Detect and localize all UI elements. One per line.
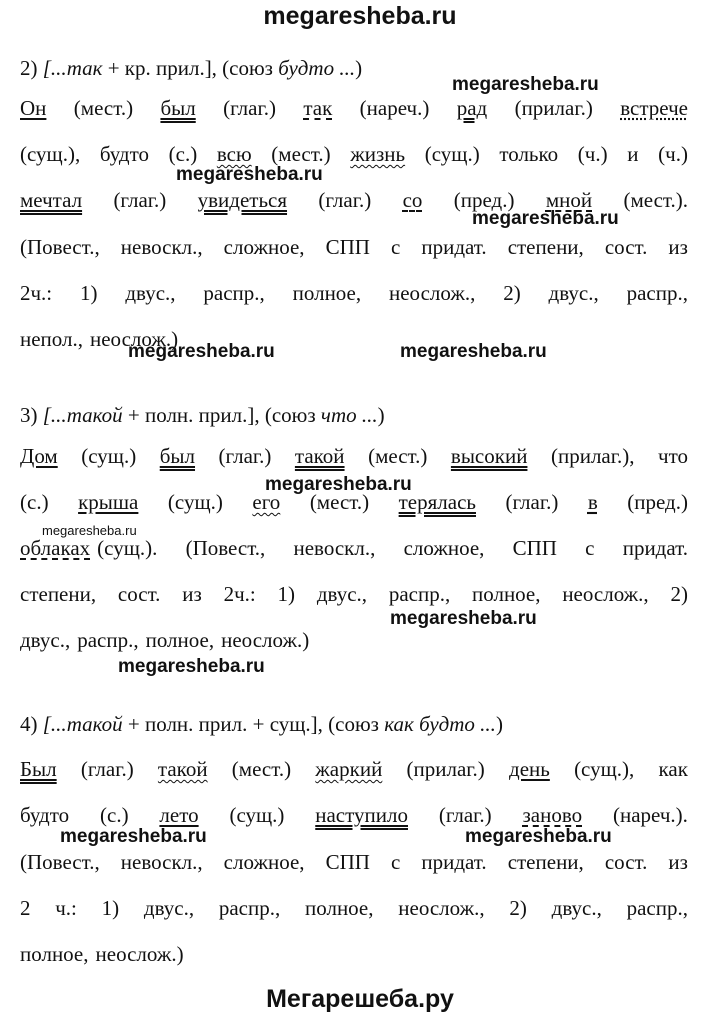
pos-label: (глаг.) xyxy=(113,188,167,212)
word: придат. xyxy=(622,536,688,560)
word: 2 xyxy=(20,896,31,920)
text xyxy=(97,536,688,561)
pos-label: (ч.) xyxy=(658,142,688,166)
word: с xyxy=(585,536,595,560)
word: лето xyxy=(159,803,199,827)
section-number: 3) xyxy=(20,403,38,427)
pos-label: (сущ.) xyxy=(81,444,137,468)
watermark: megaresheba.ru xyxy=(118,656,265,677)
word: всю xyxy=(216,142,252,166)
pos-label: (глаг.) xyxy=(218,444,272,468)
word: сост. xyxy=(117,582,161,606)
watermark: megaresheba.ru xyxy=(465,826,612,847)
pos-label: (с.) xyxy=(20,490,49,514)
section-2-heading xyxy=(20,56,362,81)
pattern-end: ) xyxy=(495,712,503,736)
word: Был xyxy=(20,757,57,781)
pos-label: (сущ.) xyxy=(229,803,285,827)
pattern-start: [... xyxy=(42,712,67,736)
word: невоскл., xyxy=(120,850,203,874)
word: полное, xyxy=(292,281,362,305)
s2-line-2 xyxy=(20,142,688,167)
word: СПП xyxy=(325,850,370,874)
word: сост. xyxy=(604,235,648,259)
word: увидеться xyxy=(197,188,288,212)
word: СПП xyxy=(512,536,557,560)
pos-label: (прилаг.), xyxy=(550,444,635,468)
pos-label: (с.) xyxy=(100,803,129,827)
word: рад xyxy=(456,96,488,120)
word: такой xyxy=(294,444,345,468)
pattern-text: + полн. прил.], (союз xyxy=(127,403,316,427)
word: распр., xyxy=(626,281,688,305)
word: наступило xyxy=(315,803,408,827)
s2-line-4 xyxy=(20,235,688,260)
s4-line-3 xyxy=(20,850,688,875)
word: непол., xyxy=(20,327,83,351)
watermark: megaresheba.ru xyxy=(472,208,619,229)
pos-label: (с.) xyxy=(168,142,198,166)
word: жизнь xyxy=(350,142,406,166)
word: в xyxy=(587,490,598,514)
word: двус., xyxy=(125,281,176,305)
s4-line-5 xyxy=(20,942,688,967)
site-header[interactable]: megaresheba.ru xyxy=(263,2,457,30)
pos-label: (прилаг.) xyxy=(514,96,593,120)
word: только xyxy=(499,142,559,166)
pos-label: (мест.) xyxy=(309,490,370,514)
word: сложное, xyxy=(403,536,485,560)
word: полное, xyxy=(20,942,89,966)
word: 2ч.: xyxy=(20,281,53,305)
pattern-conjunction: как будто ... xyxy=(384,712,496,736)
word: облаках xyxy=(20,536,91,560)
pos-label: (сущ.) xyxy=(424,142,480,166)
word: заново xyxy=(522,803,583,827)
pattern-conjunction: что ... xyxy=(320,403,378,427)
pos-label: (прилаг.) xyxy=(406,757,485,781)
s3-line-3 xyxy=(20,536,688,561)
section-number: 2) xyxy=(20,56,38,80)
word: сост. xyxy=(604,850,648,874)
word: распр., xyxy=(203,281,265,305)
word: полное, xyxy=(145,628,215,652)
word: такой xyxy=(157,757,208,781)
section-3-heading xyxy=(20,403,385,428)
word: из xyxy=(668,850,688,874)
word: ч.: xyxy=(55,896,77,920)
watermark: megaresheba.ru xyxy=(400,341,547,362)
pattern-end: ) xyxy=(355,56,363,80)
s4-line-1 xyxy=(20,757,688,782)
word: (сущ.). xyxy=(97,536,158,560)
word: распр., xyxy=(218,896,281,920)
pos-label: (нареч.) xyxy=(359,96,430,120)
site-footer[interactable]: Мегарешеба.ру xyxy=(266,985,454,1013)
word: будто xyxy=(20,803,70,827)
word: 2) xyxy=(503,281,521,305)
pattern-text: + кр. прил.], (союз xyxy=(107,56,273,80)
watermark: megaresheba.ru xyxy=(60,826,207,847)
watermark: megaresheba.ru xyxy=(176,164,323,185)
word: 1) xyxy=(101,896,120,920)
word: (Повест., xyxy=(185,536,266,560)
word: распр., xyxy=(626,896,688,920)
pattern-conjunction: будто ... xyxy=(278,56,356,80)
s4-line-4 xyxy=(20,896,688,921)
word: степени, xyxy=(507,850,584,874)
watermark: megaresheba.ru xyxy=(265,474,412,495)
word: двус., xyxy=(143,896,195,920)
pos-label: (мест.). xyxy=(623,188,688,212)
pos-label: (ч.) xyxy=(577,142,608,166)
pos-label: (мест.) xyxy=(271,142,331,166)
word: неослож.) xyxy=(90,327,179,351)
watermark: megaresheba.ru xyxy=(42,523,137,538)
word: полное, xyxy=(305,896,374,920)
pos-label: (глаг.) xyxy=(505,490,559,514)
pos-label: (мест.) xyxy=(73,96,134,120)
section-number: 4) xyxy=(20,712,38,736)
word: встрече xyxy=(620,96,688,120)
word: распр., xyxy=(388,582,451,606)
word: был xyxy=(160,96,196,120)
watermark: megaresheba.ru xyxy=(452,74,599,95)
word: день xyxy=(509,757,550,781)
word: жаркий xyxy=(315,757,383,781)
word: 2ч.: xyxy=(223,582,256,606)
word: со xyxy=(402,188,423,212)
pos-label: (глаг.) xyxy=(318,188,372,212)
word: Он xyxy=(20,96,47,120)
word: терялась xyxy=(398,490,476,514)
pos-label: (глаг.) xyxy=(223,96,276,120)
word: распр., xyxy=(77,628,139,652)
word: придат. xyxy=(421,235,487,259)
s2-line-5 xyxy=(20,281,688,306)
pattern-text: + полн. прил. + сущ.], (союз xyxy=(127,712,379,736)
word: придат. xyxy=(421,850,487,874)
pos-label: (глаг.) xyxy=(80,757,134,781)
s2-line-6 xyxy=(20,327,688,352)
word: из xyxy=(182,582,202,606)
watermark: megaresheba.ru xyxy=(128,341,275,362)
word: двус., xyxy=(548,281,599,305)
word: 1) xyxy=(277,582,296,606)
word: неослож., xyxy=(388,281,476,305)
word: крыша xyxy=(78,490,139,514)
pos-label: (сущ.), xyxy=(574,757,635,781)
word: мечтал xyxy=(20,188,83,212)
pos-label: (сущ.), xyxy=(20,142,81,166)
word: полное, xyxy=(472,582,541,606)
word: (Повест., xyxy=(20,235,100,259)
word: СПП xyxy=(325,235,370,259)
word: неослож.) xyxy=(95,942,184,966)
pos-label: (мест.) xyxy=(368,444,428,468)
word: 2) xyxy=(670,582,688,606)
word: 1) xyxy=(80,281,98,305)
s3-line-1 xyxy=(20,444,688,469)
word: двус., xyxy=(20,628,71,652)
word: невоскл., xyxy=(120,235,203,259)
s2-line-1 xyxy=(20,96,688,121)
section-4-heading xyxy=(20,712,503,737)
pos-label: (пред.) xyxy=(453,188,515,212)
pattern-word: так xyxy=(66,56,103,80)
pos-label: (нареч.). xyxy=(613,803,688,827)
word: двус., xyxy=(316,582,368,606)
word: что xyxy=(658,444,688,468)
word: 2) xyxy=(509,896,527,920)
pattern-word: такой xyxy=(66,712,123,736)
word: сложное, xyxy=(223,235,305,259)
word: так xyxy=(303,96,333,120)
pattern-end: ) xyxy=(377,403,385,427)
pattern-word: такой xyxy=(66,403,123,427)
s4-line-2 xyxy=(20,803,688,828)
word: (Повест., xyxy=(20,850,100,874)
pos-label: (пред.) xyxy=(627,490,688,514)
word: неослож., xyxy=(398,896,485,920)
word: невоскл., xyxy=(293,536,376,560)
word: был xyxy=(159,444,196,468)
word: Дом xyxy=(20,444,58,468)
word: двус., xyxy=(551,896,602,920)
word: неослож., xyxy=(562,582,649,606)
s3-line-4 xyxy=(20,582,688,607)
word: будто xyxy=(99,142,149,166)
word: с xyxy=(390,850,401,874)
word: из xyxy=(668,235,688,259)
word: и xyxy=(627,142,639,166)
word: как xyxy=(658,757,688,781)
pattern-start: [... xyxy=(42,403,67,427)
word: сложное, xyxy=(223,850,305,874)
word: степени, xyxy=(507,235,584,259)
word: с xyxy=(390,235,401,259)
s3-line-5 xyxy=(20,628,688,653)
pos-label: (глаг.) xyxy=(438,803,492,827)
pos-label: (мест.) xyxy=(231,757,292,781)
word: высокий xyxy=(450,444,528,468)
word: неослож.) xyxy=(221,628,310,652)
pattern-start: [... xyxy=(42,56,67,80)
word: мной xyxy=(545,188,593,212)
word: его xyxy=(252,490,281,514)
pos-label: (сущ.) xyxy=(167,490,223,514)
word: степени, xyxy=(20,582,97,606)
watermark: megaresheba.ru xyxy=(390,608,537,629)
